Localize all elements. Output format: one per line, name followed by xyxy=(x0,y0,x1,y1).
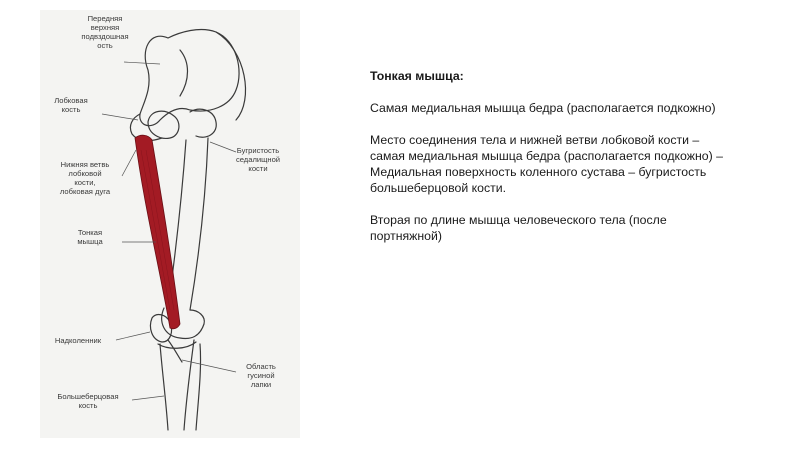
tibia-plateau xyxy=(158,342,196,348)
femur-shaft-lateral xyxy=(190,138,208,310)
label-gracilis: Тонкая мышца xyxy=(77,228,103,246)
slide-title: Тонкая мышца: xyxy=(370,69,464,83)
label-ischial-tuberosity: Бугристость седалищной кости xyxy=(235,146,281,173)
description-text xyxy=(370,68,730,260)
ilium-inner-line xyxy=(180,50,188,96)
label-asis: Передняя верхняя подвздошная ость xyxy=(81,14,129,50)
fibula xyxy=(196,344,201,430)
label-inferior-pubic-ramus: Нижняя ветвь лобковой кости, лобковая дуга xyxy=(59,160,111,196)
gracilis-muscle xyxy=(135,135,180,329)
femur-head xyxy=(190,109,216,137)
paragraph-position: Самая медиальная мышца бедра (располагается подкожно) xyxy=(370,101,716,115)
anatomy-illustration xyxy=(40,10,300,438)
label-tibia: Большеберцовая кость xyxy=(57,392,119,410)
label-pes-anserinus: Область гусиной лапки xyxy=(246,362,276,389)
ilium-outline xyxy=(140,30,239,126)
tibia-lateral xyxy=(184,340,194,430)
paragraph-attachment: Место соединения тела и нижней ветви лобковой кости – самая медиальная мышца бедра (располагается подкожно) – Медиальная поверхность коленного сустава – бугристость большеберцовой кости. xyxy=(370,133,723,195)
label-patella: Надколенник xyxy=(54,336,102,345)
paragraph-length: Вторая по длине мышца человеческого тела (после портняжной) xyxy=(370,213,667,243)
label-pubic-bone: Лобковая кость xyxy=(54,96,88,114)
tibia-medial xyxy=(160,344,168,430)
pes-anserinus-tendon xyxy=(168,340,182,362)
